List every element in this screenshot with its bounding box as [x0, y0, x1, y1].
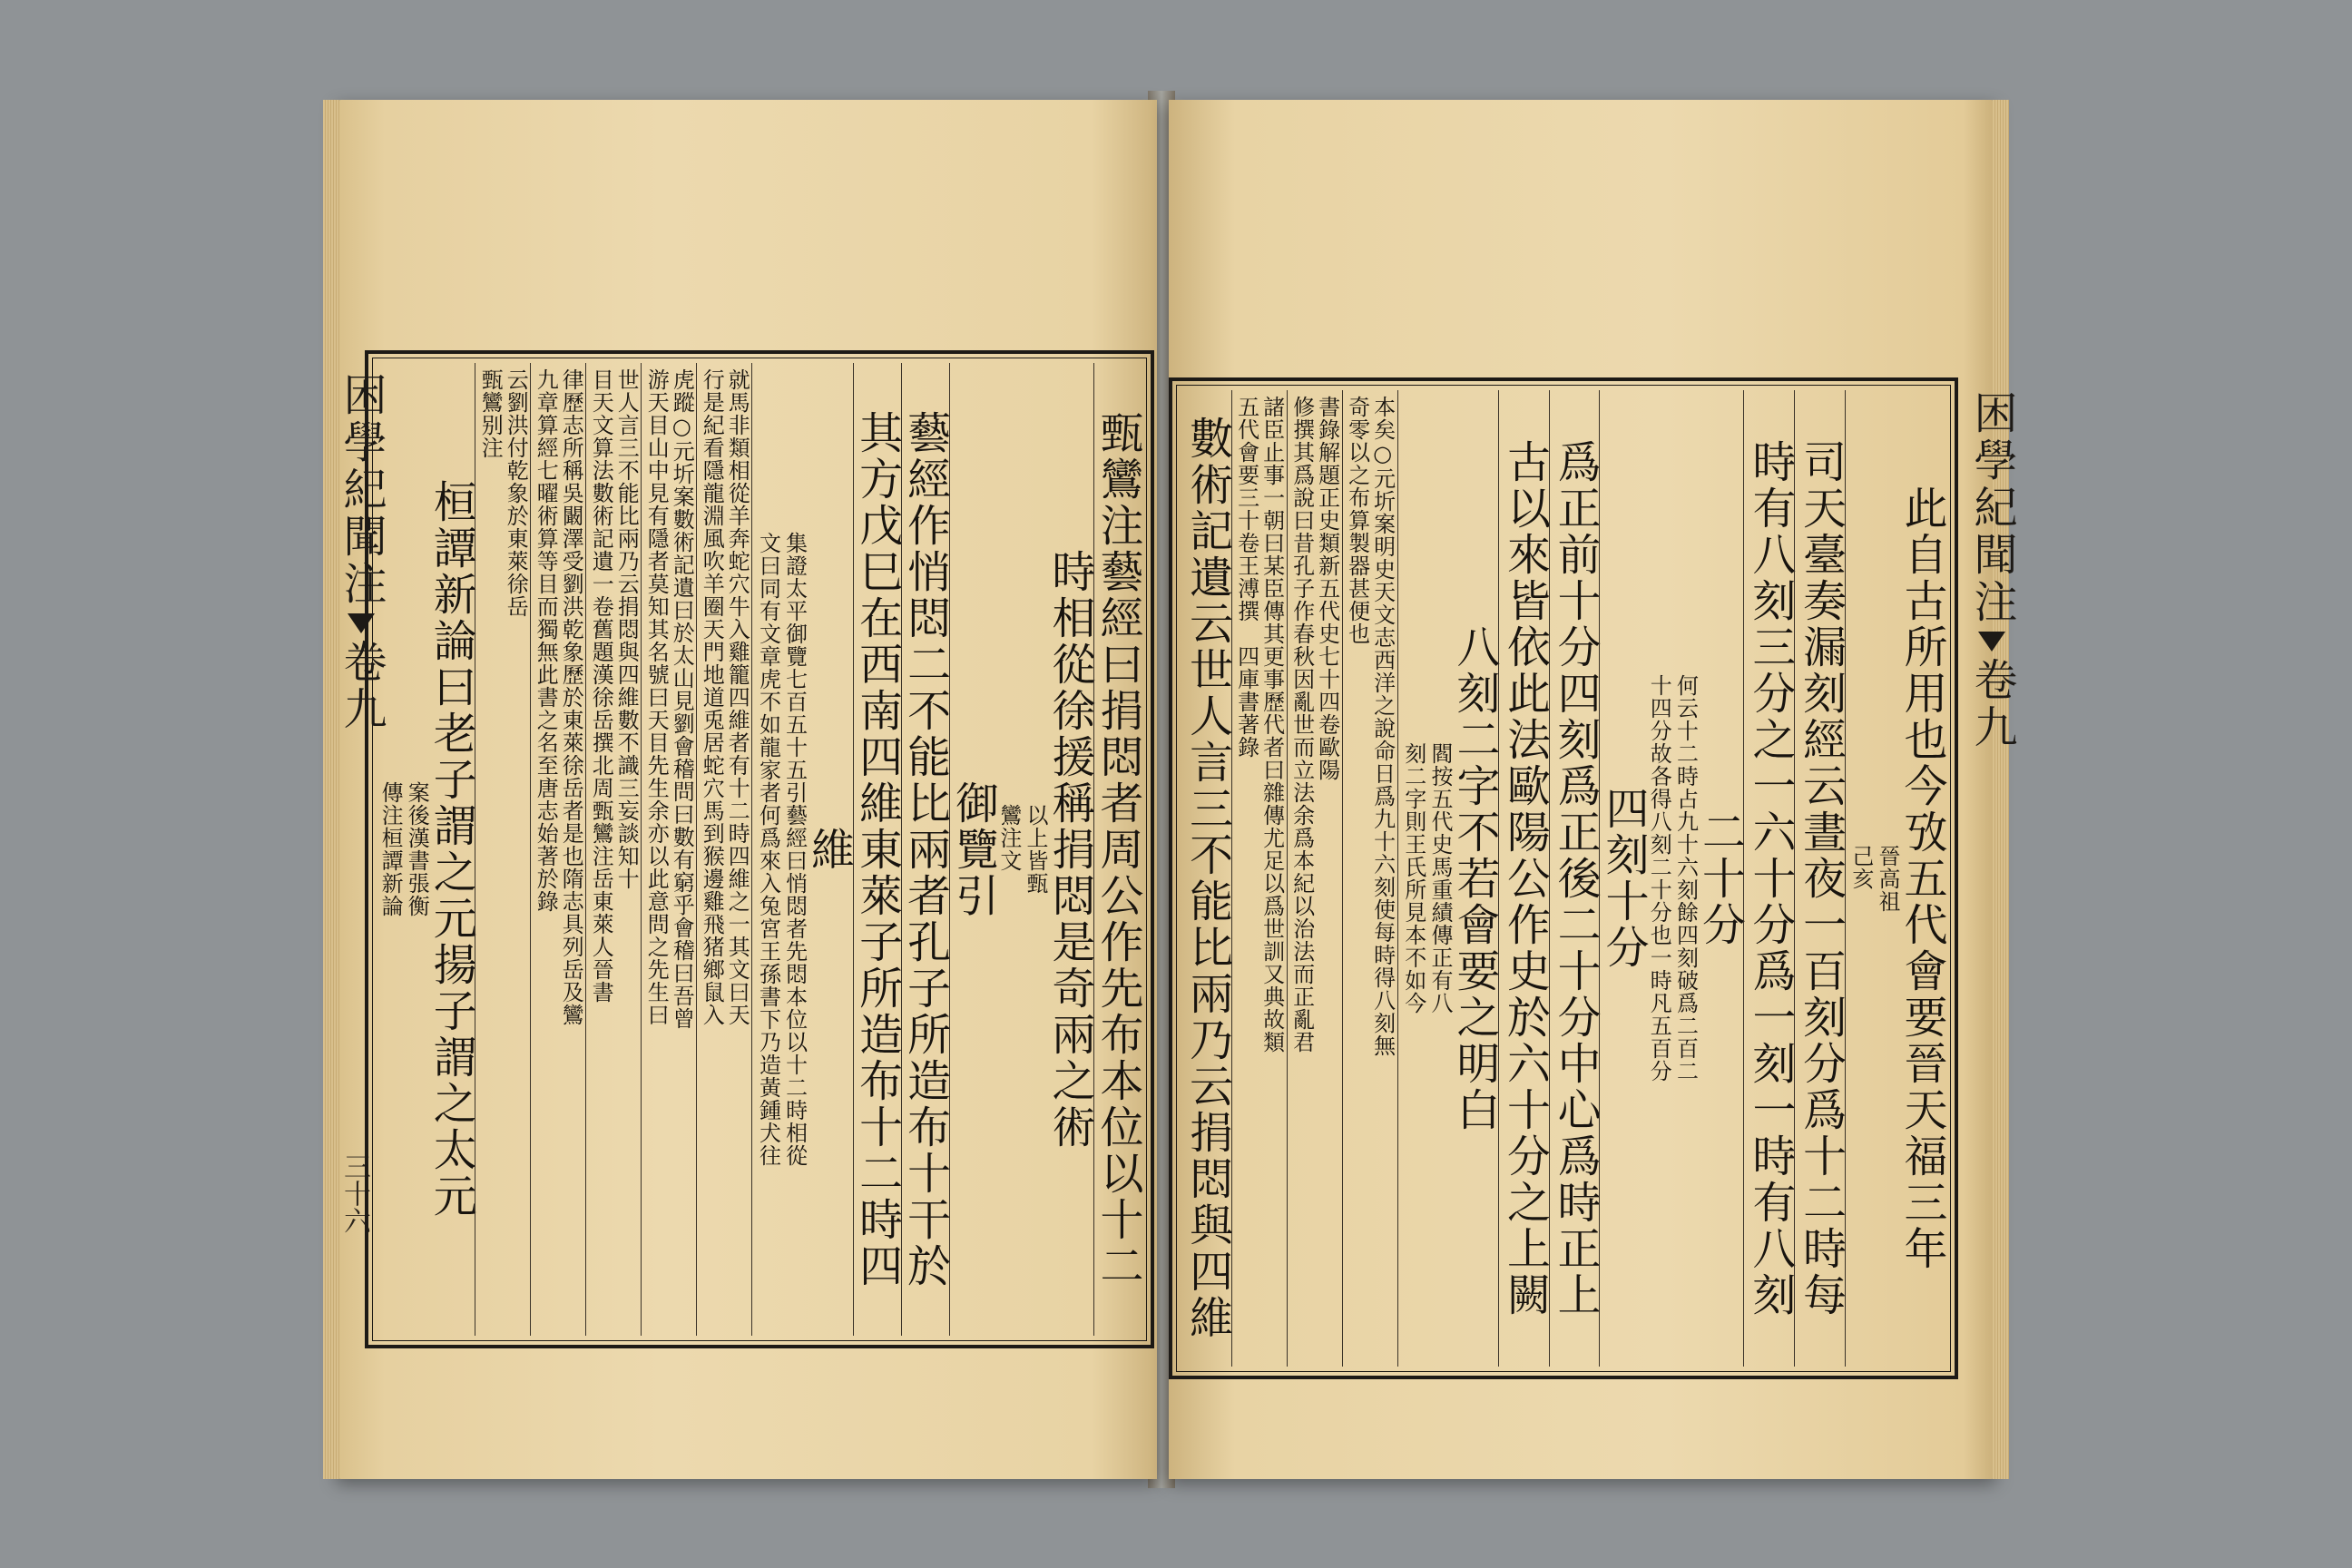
main-text: 此自古所用也今攷五代會要晉天福三年: [1896, 485, 1947, 1272]
main-text: 藝經作悄悶二不能比兩者孔子所造布十干於: [899, 409, 951, 1289]
commentary-text: 云劉洪付乾象於東萊徐岳: [503, 368, 529, 618]
left-page-number: 三十六: [338, 1152, 370, 1234]
text-column: [1231, 390, 1287, 1367]
interlinear-note: [1400, 742, 1453, 1014]
main-text: 其方戊巳在西南四維東萊子所造布十二時四: [851, 409, 903, 1289]
note-text: 案後漢書張衡: [404, 781, 430, 917]
commentary-text: 目天文算法數術記遺一卷舊題漢徐岳撰北周甄鸞注岳東萊人晉書: [588, 368, 614, 1004]
commentary-text: 五代會要三十卷王溥撰 四庫書著錄: [1233, 396, 1259, 759]
text-column: [585, 363, 641, 1336]
interlinear-note: [377, 781, 429, 917]
note-text: 集證太平御覽七百五十五引藝經曰悄悶者先悶本位以十二時相從: [781, 532, 808, 1167]
left-page: [336, 100, 1157, 1479]
main-text: 司天臺奏漏刻經云晝夜一百刻分爲十二時每: [1795, 438, 1847, 1318]
main-text: 爲正前十分四刻爲正後二十分中心爲時正上: [1550, 438, 1602, 1318]
note-text: 傳注桓譚新論: [377, 781, 404, 917]
commentary-text: 世人言三不能比兩乃云捐悶與四維數不識三妄談知十: [613, 368, 640, 890]
text-column: [1549, 390, 1600, 1367]
note-text: 刻二字則王氏所見本不如今: [1400, 742, 1426, 1014]
interlinear-note: [754, 532, 807, 1167]
main-text: 維: [803, 826, 855, 873]
text-column: [853, 363, 901, 1336]
note-text: 鸞注文: [995, 804, 1022, 872]
text-column: [1794, 390, 1845, 1367]
main-text: 甄鸞注藝經曰捐悶者周公作先布本位以十二: [1093, 409, 1143, 1289]
text-column: [1287, 390, 1342, 1367]
commentary-text: 律歷志所稱吳闞澤受劉洪乾象歷於東萊徐岳者是也隋志具列岳及鸞: [558, 368, 584, 1026]
left-columns: [377, 363, 1142, 1336]
interlinear-note: [1847, 845, 1900, 913]
interlinear-note: [1645, 674, 1698, 1083]
commentary-text: 諸臣止事一朝曰某臣傳其更事歷代者曰雜傳尤足以爲世訓又典故類: [1259, 396, 1285, 1054]
commentary-text: 游天目山中見有隱者莫知其名號曰天目先生余亦以此意問之先生曰: [643, 368, 670, 1026]
main-text: 八刻二字不若會要之明白: [1448, 623, 1500, 1133]
text-column: [751, 363, 855, 1336]
interlinear-note: [995, 804, 1048, 895]
left-margin-title: 困學紀聞注卷九: [336, 372, 387, 733]
text-column: [375, 363, 475, 1336]
commentary-text: 書錄解題正史類新五代史七十四卷歐陽: [1314, 396, 1340, 781]
note-text: 閻按五代史馬重績傳正有八: [1426, 742, 1453, 1014]
note-text: 十四分故各得八刻二十分也一時凡五百分: [1646, 674, 1672, 1083]
text-column: [1181, 390, 1231, 1367]
text-column: [1342, 390, 1397, 1367]
main-text: 數術記遺云世人言三不能比兩乃云捐悶與四維: [1181, 416, 1233, 1341]
main-text: 四刻十分: [1598, 786, 1650, 971]
text-column: [949, 363, 1093, 1336]
note-text: 文曰同有文章虎不如龍家者何爲來入兔宮王孫書下乃造黃鍾犬往: [755, 532, 781, 1167]
main-text: 時相從徐援稱捐悶是奇兩之術: [1044, 548, 1095, 1151]
open-book: [336, 91, 2017, 1488]
commentary-text: 本矣○元圻案明史天文志西洋之說命日爲九十六刻使每時得八刻無: [1369, 396, 1396, 1057]
text-column: [1598, 390, 1746, 1367]
right-page: [1169, 100, 2017, 1479]
main-text: 二十分: [1694, 808, 1746, 948]
text-column: [901, 363, 949, 1336]
text-column: [696, 363, 751, 1336]
commentary-text: 九章算經七曜術算等目而獨無此書之名至唐志始著於錄: [533, 368, 559, 913]
commentary-text: 虎蹤○元圻案數術記遺曰於太山見劉會稽問曰數有窮乎會稽曰吾曾: [669, 368, 695, 1030]
main-text: 時有八刻三分之一六十分爲一刻一時有八刻: [1745, 438, 1797, 1318]
text-column: [1397, 390, 1498, 1367]
right-margin-title: 困學紀聞注卷九: [1966, 390, 2017, 751]
right-text-frame: [1169, 377, 1958, 1379]
commentary-text: 甄鸞别注: [477, 368, 504, 459]
text-column: [641, 363, 696, 1336]
text-column: [475, 363, 530, 1336]
main-text: 古以來皆依此法歐陽公作史於六十分之上闕: [1499, 438, 1551, 1318]
note-text: 以上皆甄: [1023, 804, 1048, 895]
text-column: [1743, 390, 1797, 1367]
commentary-text: 行是紀看隱龍淵風吹羊圈天門地道兎居蛇穴馬到猴邊雞飛猪鄉鼠入: [699, 368, 725, 1026]
text-column: [1093, 363, 1142, 1336]
text-column: [1498, 390, 1549, 1367]
text-column: [530, 363, 585, 1336]
commentary-text: 就馬非類相從羊奔蛇穴牛入雞籠四維者有十二時四維之一其文曰天: [724, 368, 750, 1026]
fish-tail-mark-icon: [1978, 632, 2005, 652]
left-text-frame: [365, 350, 1154, 1348]
note-text: 何云十二時占九十六刻餘四刻破爲二百二: [1672, 674, 1699, 1083]
text-column: [1845, 390, 1945, 1367]
commentary-text: 奇零以之布算製器甚便也: [1344, 396, 1370, 645]
main-text: 桓譚新論曰老子謂之元揚子謂之太元: [426, 479, 477, 1220]
right-columns: [1181, 390, 1945, 1367]
note-text: 己亥: [1847, 844, 1874, 890]
commentary-text: 修撰其爲說曰昔孔子作春秋因亂世而立法余爲本紀以治法而正亂君: [1289, 396, 1315, 1054]
note-text: 晉高祖: [1875, 844, 1900, 913]
main-text: 御覽引: [947, 779, 999, 919]
